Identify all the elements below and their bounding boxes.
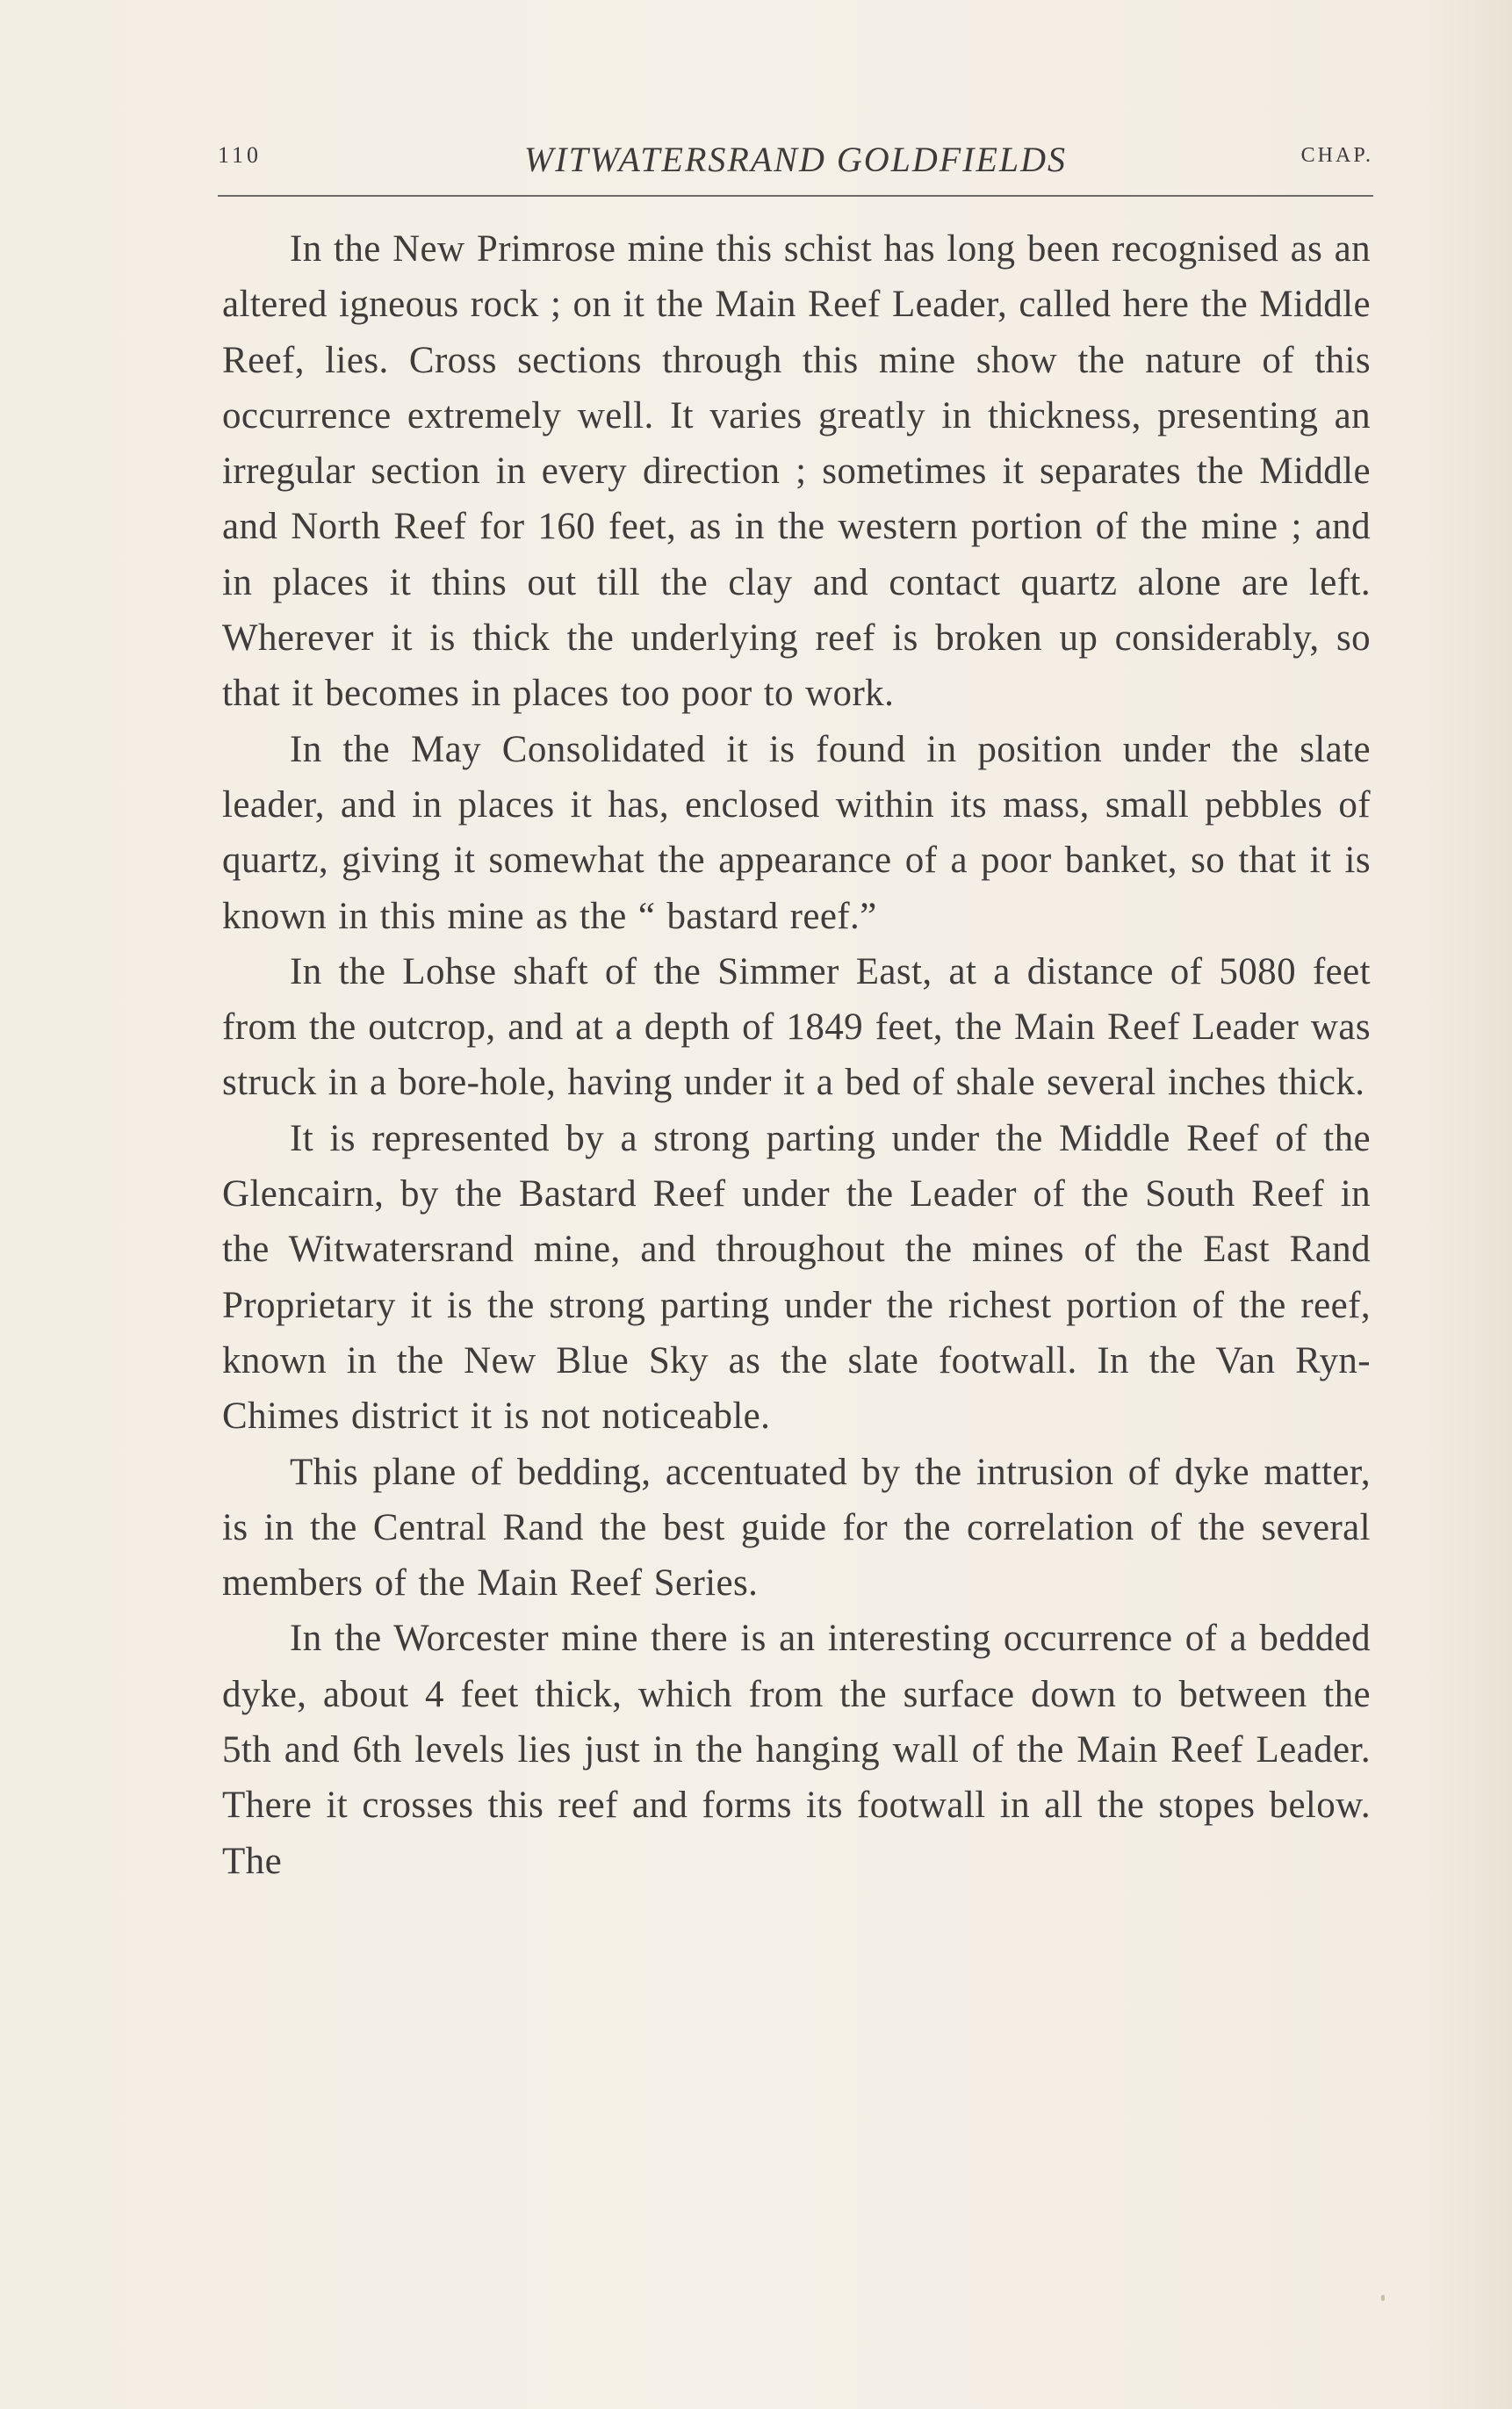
running-header xyxy=(218,139,1373,183)
chapter-label: CHAP. xyxy=(1300,144,1373,167)
paragraph-lohse-shaft: In the Lohse shaft of the Simmer East, at a distance of 5080 feet from the outcrop, and at a depth of 1849 feet, the Main Reef Leader was struck in a bore-hole, having under it a bed of shale several inches thick. xyxy=(222,950,1371,1104)
running-title: WITWATERSRAND GOLDFIELDS xyxy=(523,140,1068,179)
page-number: 110 xyxy=(218,142,263,168)
paragraph-may-consolidated: In the May Consolidated it is found in position under the slate leader, and in places it has, enclosed within its mass, small pebbles of quartz, giving it somewhat the appearance of a poor banket, so that it is known in this mine as the “ bastard reef.” xyxy=(222,728,1371,937)
paragraph-plane-of-bedding: This plane of bedding, accentuated by the intrusion of dyke matter, is in the Central Rand the best guide for the correlation of the several members of the Main Reef Series. xyxy=(222,1451,1371,1605)
paragraph-worcester-mine: In the Worcester mine there is an interesting occurrence of a bedded dyke, about 4 feet thick, which from the surface down to between the 5th and 6th levels lies just in the hanging wall of the Main Reef Leader. There it crosses this reef and forms its footwall in all the stopes below. The xyxy=(222,1618,1371,1882)
header-rule xyxy=(218,195,1373,197)
paper-speck xyxy=(1381,2295,1385,2301)
paragraph-new-primrose: In the New Primrose mine this schist has long been recognised as an altered igneous rock ; on it the Main Reef Leader, called here the Middle Reef, lies. Cross sections through this mine show the nature of this occurrence extremely well. It varies greatly in thickness, presenting an irregular section in every direction ; sometimes it separates the Middle and North Reef for 160 feet, as in the western portion of the mine ; and in places it thins out till the clay and contact quartz alone are left. Wherever it is thick the underlying reef is broken up considerably, so that it becomes in places too poor to work. xyxy=(222,228,1371,715)
paragraph-strong-parting: It is represented by a strong parting under the Middle Reef of the Glencairn, by the Bastard Reef under the Leader of the South Reef in the Witwatersrand mine, and throughout the mines of the East Rand Proprietary it is the strong parting under the richest portion of the reef, known in the New Blue Sky as the slate footwall. In the Van Ryn-Chimes district it is not noticeable. xyxy=(222,1117,1371,1438)
body-text xyxy=(222,221,1371,1889)
